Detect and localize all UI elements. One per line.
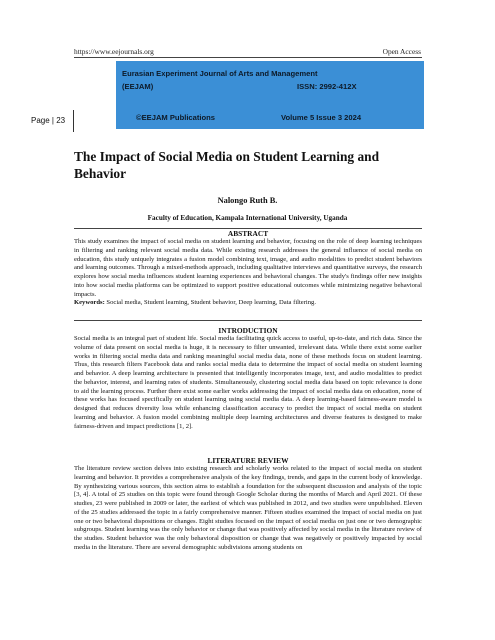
volume-issue: Volume 5 Issue 3 2024 bbox=[281, 113, 362, 122]
introduction-heading: INTRODUCTION bbox=[218, 326, 278, 335]
author-affiliation: Faculty of Education, Kampala International University, Uganda bbox=[147, 214, 348, 222]
journal-banner bbox=[116, 61, 424, 129]
abstract-heading: ABSTRACT bbox=[227, 229, 269, 238]
open-access-label: Open Access bbox=[382, 47, 421, 56]
publisher-label: ©EEJAM Publications bbox=[136, 113, 216, 122]
keywords-label: Keywords: bbox=[74, 299, 105, 307]
article-title: The Impact of Social Media on Student Learning and Behavior bbox=[74, 149, 380, 181]
introduction-body: Social media is an integral part of student life. Social media facilitating quick access to useful, up-to-date, and rich data. Since the volume of data present on social media is huge, it is necessary to filter unwanted, irrelevant data. While there exist some earlier works in filtering social media data and ranking meaningful social media data, none of these methods focus on student learning. Thus, this research filters Facebook data and ranks social media data to determine the impact of social media on student learning and behavior. A deep learning architecture is presented that intelligently incorporates image, text, and audio modalities to predict the behavior, interest, and learning rates of students. Simultaneously, clustering social media data based on topic relevance is done to aid the learning process. Further there exist some earlier works addressing the impact of social media data on education, none of these works has focused specifically on student learning using social media data. A deep learning-based fairness-aware model is designed that reduces diversity loss while enhancing classification accuracy to predict the impact of social media on student learning and behavior. A fusion model combining multiple deep learning architectures and diverse features is designed to make fairness-driven and impact predictions [1, 2]. bbox=[74, 335, 422, 430]
author-name: Nalongo Ruth B. bbox=[217, 196, 278, 205]
page-number-divider bbox=[73, 110, 74, 132]
abstract-text: This study examines the impact of social media on student learning and behavior, focusing on the role of deep learning techniques in filtering and ranking relevant social media data. While existing research addresses the general influence of social media on education, this study uniquely integrates a fusion model combining text, image, and audio modalities to predict student behaviors and learning outcomes. Through a mixed-methods approach, including qualitative interviews and quantitative surveys, the research explores how social media influences student learning experiences and behavioral changes. The study's findings offer new insights into how social media platforms can be optimized to support positive educational outcomes while minimizing negative behavioral impacts. bbox=[74, 238, 422, 298]
journal-name: Eurasian Experiment Journal of Arts and Management bbox=[122, 69, 318, 78]
journal-url[interactable]: https://www.eejournals.org bbox=[74, 47, 154, 56]
literature-review-heading: LITERATURE REVIEW bbox=[207, 456, 289, 465]
journal-abbrev: (EEJAM) bbox=[122, 82, 154, 91]
literature-review-body: The literature review section delves into existing research and scholarly works related to the impact of social media on student learning and behavior. It provides a comprehensive analysis of the key findings, trends, and gaps in the current body of knowledge. By synthesizing various sources, this section aims to establish a foundation for the subsequent discussion and analysis of the topic [3, 4]. A total of 25 studies on this topic were found through Google Scholar during the months of March and April 2021. Of these studies, 23 were published in 2009 or later, the earliest of which was published in 2012, and two studies were unpublished. Eleven of the 25 studies addressed the topic in a fairly comprehensive manner. Fifteen studies examined the impact of social media on just one or two behavioral dispositions or changes. Eight studies focused on the impact of social media on just one or two demographic subgroups. Student learning was the only behavior or change that was positively affected by social media in the literature review of the studies. Student behavior was the only behavioral disposition or change that was negatively or positively impacted by social media in the literature. There are several demographic subdivisions among students on bbox=[74, 465, 422, 551]
journal-issn: ISSN: 2992-412X bbox=[297, 82, 357, 91]
keywords-list: Social media, Student learning, Student behavior, Deep learning, Data filtering. bbox=[104, 299, 317, 307]
header-rule bbox=[74, 57, 422, 58]
page-number: Page | 23 bbox=[31, 116, 66, 125]
abstract-body bbox=[74, 238, 422, 308]
abstract-bottom-rule bbox=[74, 320, 422, 321]
